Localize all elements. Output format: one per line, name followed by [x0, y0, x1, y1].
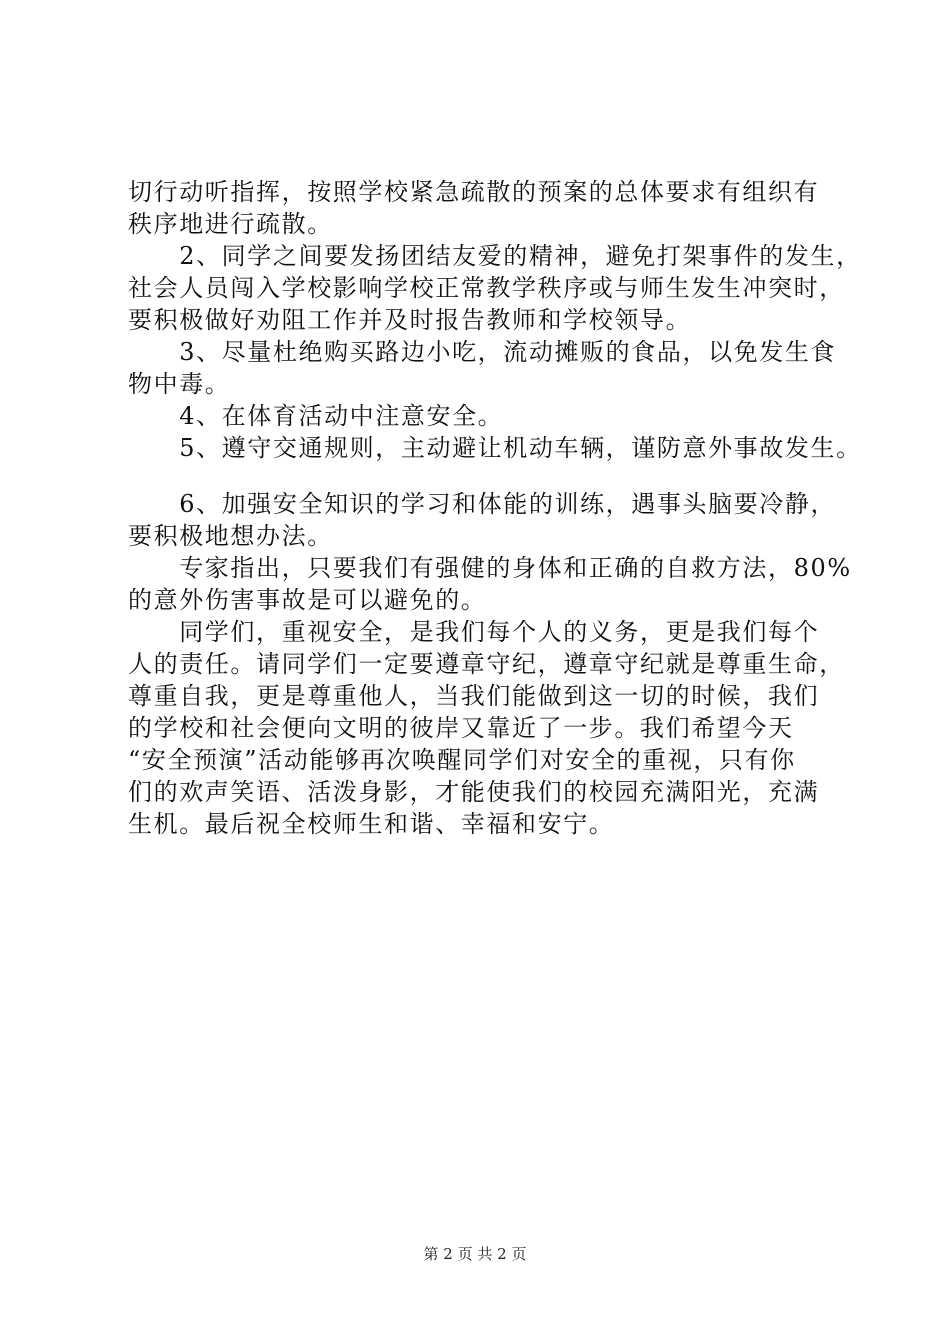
- body-line: 秩序地进行疏散。: [128, 210, 333, 238]
- body-line: 人的责任。请同学们一定要遵章守纪，遵章守纪就是尊重生命，: [128, 650, 845, 678]
- body-line: 们的欢声笑语、活泼身影，才能使我们的校园充满阳光，充满: [128, 778, 820, 806]
- body-line: 切行动听指挥，按照学校紧急疏散的预案的总体要求有组织有: [128, 178, 820, 206]
- body-line: 2、同学之间要发扬团结友爱的精神，避免打架事件的发生，: [128, 242, 862, 270]
- body-line: 的意外伤害事故是可以避免的。: [128, 586, 487, 614]
- body-line: 6、加强安全知识的学习和体能的训练，遇事头脑要冷静，: [128, 490, 837, 518]
- page-number-footer: 第 2 页 共 2 页: [423, 1245, 527, 1263]
- body-line: “安全预演”活动能够再次唤醒同学们对安全的重视，只有你: [128, 746, 796, 774]
- body-line: 物中毒。: [128, 370, 231, 398]
- body-line: 尊重自我，更是尊重他人，当我们能做到这一切的时候，我们: [128, 682, 820, 710]
- body-line: 3、尽量杜绝购买路边小吃，流动摊贩的食品，以免发生食: [128, 338, 837, 366]
- body-line: 社会人员闯入学校影响学校正常教学秩序或与师生发生冲突时，: [128, 274, 845, 302]
- body-line: 要积极做好劝阻工作并及时报告教师和学校领导。: [128, 306, 692, 334]
- body-line: 生机。最后祝全校师生和谐、幸福和安宁。: [128, 810, 615, 838]
- body-line: 4、在体育活动中注意安全。: [128, 402, 504, 430]
- body-line: 要积极地想办法。: [128, 522, 333, 550]
- body-line: 的学校和社会便向文明的彼岸又靠近了一步。我们希望今天: [128, 714, 794, 742]
- body-line: 5、遵守交通规则，主动避让机动车辆，谨防意外事故发生。: [128, 434, 862, 462]
- body-line: 同学们，重视安全，是我们每个人的义务，更是我们每个: [128, 618, 820, 646]
- body-line: 专家指出，只要我们有强健的身体和正确的自救方法，80%: [128, 554, 852, 582]
